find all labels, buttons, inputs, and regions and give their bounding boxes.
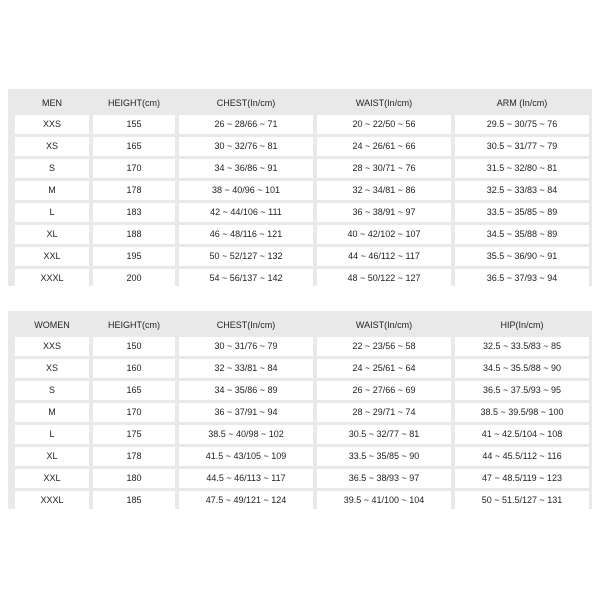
size-cell: S (15, 159, 89, 178)
waist-cell: 40 ~ 42/102 ~ 107 (317, 225, 451, 244)
hip-cell: 38.5 ~ 39.5/98 ~ 100 (455, 403, 589, 422)
table-row (15, 269, 589, 288)
arm-cell: 33.5 ~ 35/85 ~ 89 (455, 203, 589, 222)
table-row (15, 469, 589, 488)
men-header-waist: WAIST(In/cm) (317, 95, 451, 112)
size-cell: XXS (15, 337, 89, 356)
size-cell: XS (15, 359, 89, 378)
height-cell: 175 (93, 425, 175, 444)
table-row (15, 425, 589, 444)
women-header-row (15, 317, 589, 334)
chest-cell: 50 ~ 52/127 ~ 132 (179, 247, 313, 266)
arm-cell: 30.5 ~ 31/77 ~ 79 (455, 137, 589, 156)
table-row (15, 159, 589, 178)
hip-cell: 44 ~ 45.5/112 ~ 116 (455, 447, 589, 466)
men-header-size: MEN (15, 95, 89, 112)
size-cell: XXL (15, 469, 89, 488)
height-cell: 170 (93, 159, 175, 178)
table-row (15, 137, 589, 156)
waist-cell: 33.5 ~ 35/85 ~ 90 (317, 447, 451, 466)
size-cell: XS (15, 137, 89, 156)
women-header-waist: WAIST(In/cm) (317, 317, 451, 334)
table-row (15, 381, 589, 400)
height-cell: 183 (93, 203, 175, 222)
chest-cell: 47.5 ~ 49/121 ~ 124 (179, 491, 313, 510)
table-row (15, 403, 589, 422)
waist-cell: 32 ~ 34/81 ~ 86 (317, 181, 451, 200)
waist-cell: 48 ~ 50/122 ~ 127 (317, 269, 451, 288)
women-header-chest: CHEST(In/cm) (179, 317, 313, 334)
arm-cell: 29.5 ~ 30/75 ~ 76 (455, 115, 589, 134)
hip-cell: 32.5 ~ 33.5/83 ~ 85 (455, 337, 589, 356)
waist-cell: 20 ~ 22/50 ~ 56 (317, 115, 451, 134)
arm-cell: 31.5 ~ 32/80 ~ 81 (455, 159, 589, 178)
women-header-size: WOMEN (15, 317, 89, 334)
size-cell: XL (15, 225, 89, 244)
chest-cell: 32 ~ 33/81 ~ 84 (179, 359, 313, 378)
waist-cell: 24 ~ 26/61 ~ 66 (317, 137, 451, 156)
size-cell: XL (15, 447, 89, 466)
table-row (15, 447, 589, 466)
men-size-grid (11, 92, 593, 291)
women-header-height: HEIGHT(cm) (93, 317, 175, 334)
waist-cell: 39.5 ~ 41/100 ~ 104 (317, 491, 451, 510)
waist-cell: 44 ~ 46/112 ~ 117 (317, 247, 451, 266)
chest-cell: 34 ~ 36/86 ~ 91 (179, 159, 313, 178)
women-size-grid (11, 314, 593, 513)
table-row (15, 181, 589, 200)
arm-cell: 35.5 ~ 36/90 ~ 91 (455, 247, 589, 266)
height-cell: 160 (93, 359, 175, 378)
men-header-arm: ARM (In/cm) (455, 95, 589, 112)
women-size-table (8, 311, 592, 509)
waist-cell: 28 ~ 29/71 ~ 74 (317, 403, 451, 422)
men-header-height: HEIGHT(cm) (93, 95, 175, 112)
arm-cell: 34.5 ~ 35/88 ~ 89 (455, 225, 589, 244)
waist-cell: 22 ~ 23/56 ~ 58 (317, 337, 451, 356)
hip-cell: 47 ~ 48.5/119 ~ 123 (455, 469, 589, 488)
men-header-row (15, 95, 589, 112)
size-cell: L (15, 203, 89, 222)
waist-cell: 36 ~ 38/91 ~ 97 (317, 203, 451, 222)
table-row (15, 225, 589, 244)
size-cell: S (15, 381, 89, 400)
size-cell: M (15, 181, 89, 200)
table-row (15, 337, 589, 356)
height-cell: 180 (93, 469, 175, 488)
chest-cell: 54 ~ 56/137 ~ 142 (179, 269, 313, 288)
table-row (15, 359, 589, 378)
waist-cell: 24 ~ 25/61 ~ 64 (317, 359, 451, 378)
chest-cell: 36 ~ 37/91 ~ 94 (179, 403, 313, 422)
arm-cell: 32.5 ~ 33/83 ~ 84 (455, 181, 589, 200)
height-cell: 188 (93, 225, 175, 244)
table-row (15, 247, 589, 266)
chest-cell: 41.5 ~ 43/105 ~ 109 (179, 447, 313, 466)
chest-cell: 44.5 ~ 46/113 ~ 117 (179, 469, 313, 488)
size-cell: L (15, 425, 89, 444)
height-cell: 150 (93, 337, 175, 356)
chest-cell: 42 ~ 44/106 ~ 111 (179, 203, 313, 222)
chest-cell: 34 ~ 35/86 ~ 89 (179, 381, 313, 400)
table-row (15, 115, 589, 134)
chest-cell: 26 ~ 28/66 ~ 71 (179, 115, 313, 134)
waist-cell: 36.5 ~ 38/93 ~ 97 (317, 469, 451, 488)
height-cell: 185 (93, 491, 175, 510)
size-cell: XXL (15, 247, 89, 266)
height-cell: 155 (93, 115, 175, 134)
chest-cell: 30 ~ 32/76 ~ 81 (179, 137, 313, 156)
table-row (15, 491, 589, 510)
waist-cell: 30.5 ~ 32/77 ~ 81 (317, 425, 451, 444)
men-size-table (8, 89, 592, 286)
men-header-chest: CHEST(In/cm) (179, 95, 313, 112)
height-cell: 165 (93, 137, 175, 156)
size-cell: XXXL (15, 269, 89, 288)
chest-cell: 30 ~ 31/76 ~ 79 (179, 337, 313, 356)
height-cell: 178 (93, 181, 175, 200)
hip-cell: 50 ~ 51.5/127 ~ 131 (455, 491, 589, 510)
size-cell: M (15, 403, 89, 422)
chest-cell: 38.5 ~ 40/98 ~ 102 (179, 425, 313, 444)
size-cell: XXS (15, 115, 89, 134)
chest-cell: 46 ~ 48/116 ~ 121 (179, 225, 313, 244)
height-cell: 195 (93, 247, 175, 266)
hip-cell: 36.5 ~ 37.5/93 ~ 95 (455, 381, 589, 400)
hip-cell: 34.5 ~ 35.5/88 ~ 90 (455, 359, 589, 378)
women-header-hip: HIP(In/cm) (455, 317, 589, 334)
height-cell: 170 (93, 403, 175, 422)
chest-cell: 38 ~ 40/96 ~ 101 (179, 181, 313, 200)
waist-cell: 28 ~ 30/71 ~ 76 (317, 159, 451, 178)
waist-cell: 26 ~ 27/66 ~ 69 (317, 381, 451, 400)
arm-cell: 36.5 ~ 37/93 ~ 94 (455, 269, 589, 288)
height-cell: 165 (93, 381, 175, 400)
table-row (15, 203, 589, 222)
size-cell: XXXL (15, 491, 89, 510)
hip-cell: 41 ~ 42.5/104 ~ 108 (455, 425, 589, 444)
height-cell: 200 (93, 269, 175, 288)
height-cell: 178 (93, 447, 175, 466)
